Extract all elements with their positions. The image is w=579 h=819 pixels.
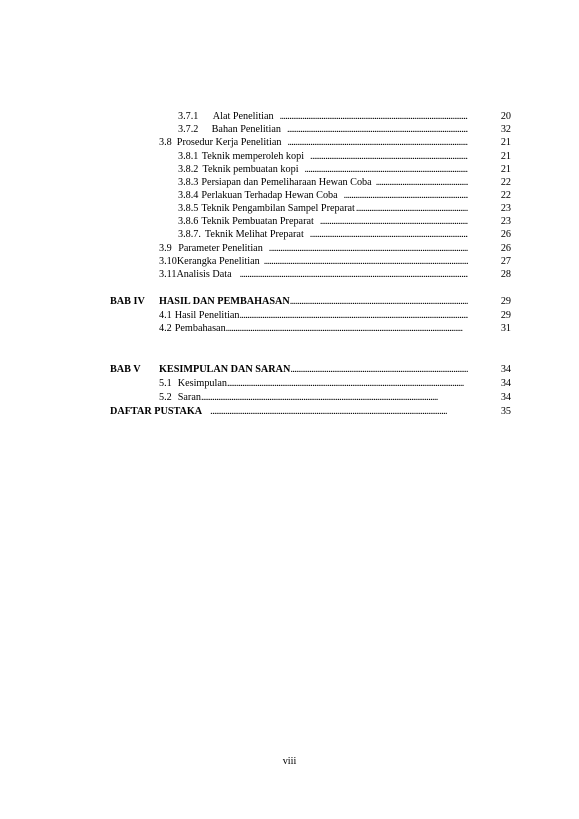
toc-entry-page: 26: [500, 243, 511, 254]
toc-entry: [178, 190, 468, 202]
toc-entry: [159, 243, 468, 255]
toc-leader-dots: [269, 243, 468, 255]
toc-entry: [159, 269, 468, 281]
toc-entry-title: Teknik pembuatan kopi: [202, 164, 299, 175]
footer-page-number: viii: [282, 756, 297, 767]
toc-leader-dots: [287, 124, 468, 136]
toc-leader-dots: [240, 269, 468, 281]
toc-entry-page: 31: [500, 323, 511, 334]
toc-chapter-entry: [159, 364, 468, 376]
toc-entry-page: 23: [500, 216, 511, 227]
toc-entry-title: Saran: [177, 392, 201, 403]
toc-entry-page: 22: [500, 177, 511, 188]
toc-entry: [178, 177, 468, 189]
toc-leader-dots: [305, 164, 468, 176]
toc-entry-title: Parameter Penelitian: [178, 243, 263, 254]
toc-entry-page: 34: [500, 378, 511, 389]
toc-leader-dots: [240, 310, 468, 322]
toc-leader-dots: [201, 392, 468, 404]
toc-entry-title: DAFTAR PUSTAKA: [110, 406, 203, 417]
toc-entry-page: 34: [500, 392, 511, 403]
toc-entry-page: 21: [500, 137, 511, 148]
toc-entry-number: 3.8.6: [178, 216, 199, 227]
toc-entry: [178, 216, 468, 228]
toc-entry: [178, 203, 468, 215]
toc-entry-number: 3.8.4: [178, 190, 199, 201]
toc-entry-page: 21: [500, 151, 511, 162]
toc-entry-page: 29: [500, 310, 511, 321]
toc-entry-title: Teknik Pengambilan Sampel Preparat: [201, 203, 355, 214]
toc-entry-page: 35: [500, 406, 511, 417]
toc-leader-dots: [320, 216, 468, 228]
chapter-label: BAB IV: [110, 296, 145, 307]
toc-entry-page: 32: [500, 124, 511, 135]
toc-entry: [159, 392, 468, 404]
toc-entry-page: 21: [500, 164, 511, 175]
toc-entry-title: Hasil Penelitian: [174, 310, 240, 321]
toc-leader-dots: [310, 151, 468, 163]
toc-entry-title: Kerangka Penelitian: [176, 256, 260, 267]
toc-leader-dots: [210, 406, 468, 418]
toc-entry: [178, 229, 468, 241]
toc-entry-page: 29: [500, 296, 511, 307]
toc-entry-number: 3.8.1: [178, 151, 199, 162]
toc-leader-dots: [227, 378, 468, 390]
toc-leader-dots: [344, 190, 468, 202]
toc-leader-dots: [287, 137, 468, 149]
toc-entry-title: Kesimpulan: [177, 378, 227, 389]
toc-entry-title: Perlakuan Terhadap Hewan Coba: [201, 190, 338, 201]
toc-entry: [178, 124, 468, 136]
toc-entry-number: 3.9: [159, 243, 172, 254]
toc-leader-dots: [280, 111, 468, 123]
toc-entry-number: 3.8.2: [178, 164, 199, 175]
toc-entry-page: 26: [500, 229, 511, 240]
toc-entry-number: 3.8.3: [178, 177, 199, 188]
toc-leader-dots: [290, 364, 468, 376]
toc-entry-number: 3.10: [159, 256, 177, 267]
toc-entry-title: Teknik Pembuatan Preparat: [201, 216, 314, 227]
toc-entry-number: 3.11: [159, 269, 177, 280]
toc-entry-page: 23: [500, 203, 511, 214]
toc-entry-number: 3.7.2: [178, 124, 199, 135]
toc-entry: [159, 137, 468, 149]
toc-entry-number: 4.2: [159, 323, 172, 334]
toc-entry-title: Pembahasan: [174, 323, 226, 334]
toc-entry-number: 3.7.1: [178, 111, 199, 122]
toc-entry-page: 34: [500, 364, 511, 375]
toc-entry: [159, 310, 468, 322]
toc-entry-page: 20: [500, 111, 511, 122]
toc-entry-page: 22: [500, 190, 511, 201]
toc-entry-number: 5.1: [159, 378, 172, 389]
toc-leader-dots: [226, 323, 468, 335]
toc-entry: [159, 378, 468, 390]
toc-entry-title: Alat Penelitian: [212, 111, 274, 122]
toc-chapter-entry: [159, 296, 468, 308]
toc-entry-page: 27: [500, 256, 511, 267]
toc-entry-title: Bahan Penelitian: [211, 124, 281, 135]
toc-chapter-entry: [110, 406, 468, 418]
toc-leader-dots: [310, 229, 468, 241]
toc-entry: [178, 151, 468, 163]
toc-entry: [178, 111, 468, 123]
toc-entry-title: Persiapan dan Pemeliharaan Hewan Coba: [201, 177, 372, 188]
chapter-label: BAB V: [110, 364, 141, 375]
toc-leader-dots: [376, 177, 468, 189]
toc-entry-title: KESIMPULAN DAN SARAN: [159, 364, 291, 375]
toc-entry-title: Prosedur Kerja Penelitian: [176, 137, 282, 148]
toc-entry: [178, 164, 468, 176]
toc-entry-title: Teknik memperoleh kopi: [201, 151, 305, 162]
toc-entry-number: 4.1: [159, 310, 172, 321]
toc-entry-title: Analisis Data: [176, 269, 232, 280]
toc-entry: [159, 256, 468, 268]
toc-leader-dots: [264, 256, 468, 268]
toc-entry-number: 3.8.7.: [178, 229, 201, 240]
toc-entry-number: 5.2: [159, 392, 172, 403]
toc-entry: [159, 323, 468, 335]
toc-entry-page: 28: [500, 269, 511, 280]
toc-entry-title: HASIL DAN PEMBAHASAN: [159, 296, 290, 307]
toc-leader-dots: [290, 296, 468, 308]
toc-leader-dots: [356, 203, 468, 215]
toc-entry-title: Teknik Melihat Preparat: [204, 229, 304, 240]
toc-entry-number: 3.8: [159, 137, 172, 148]
toc-entry-number: 3.8.5: [178, 203, 199, 214]
